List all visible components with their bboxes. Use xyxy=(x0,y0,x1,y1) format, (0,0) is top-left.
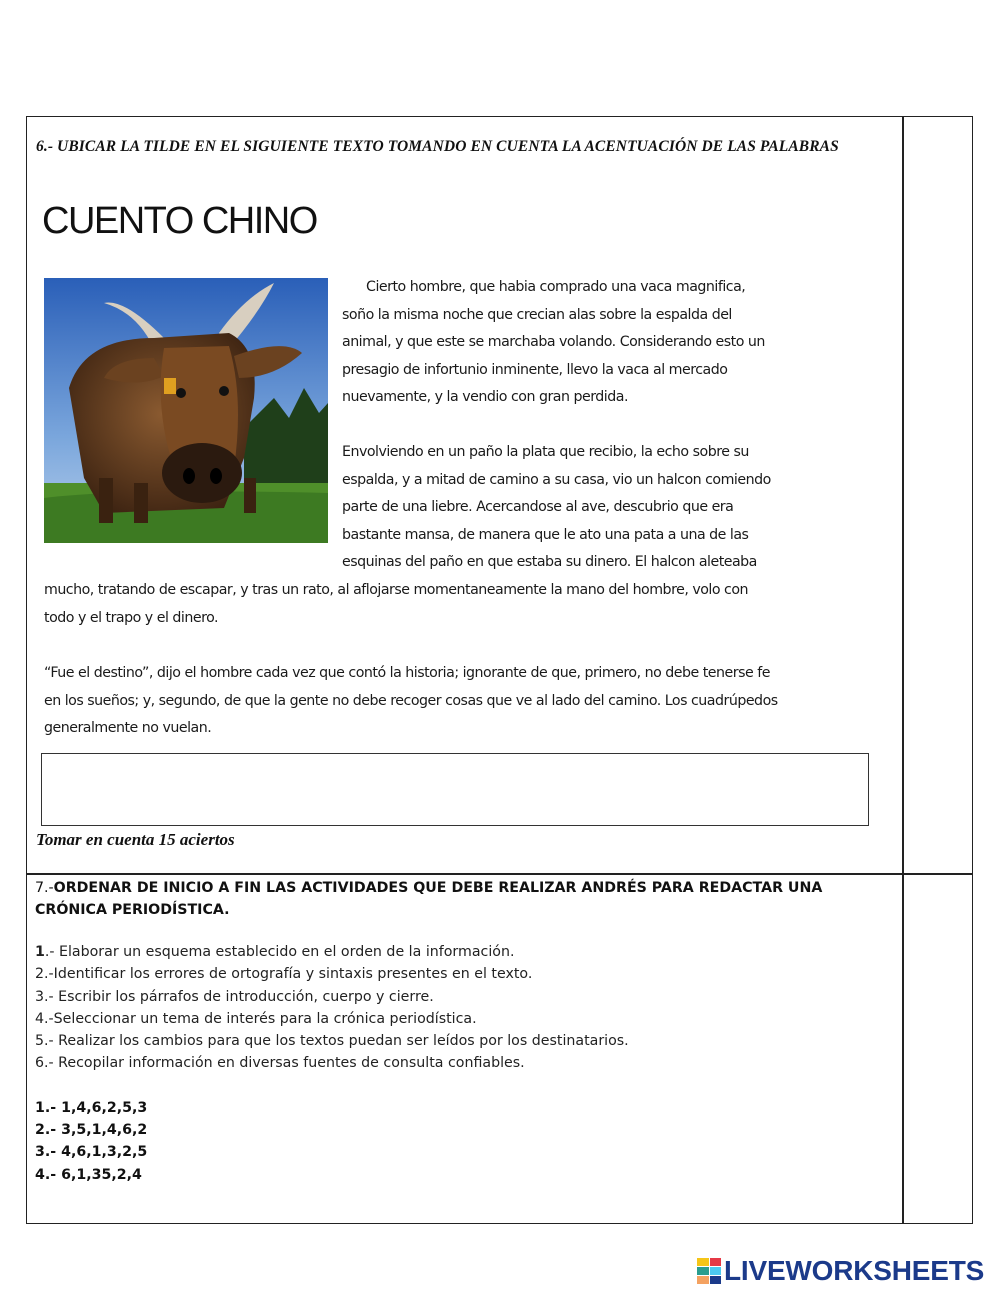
story-line: Envolviendo en un paño la plata que recibio, la echo sobre su xyxy=(342,444,749,460)
step-item: 6.- Recopilar información en diversas fuentes de consulta confiables. xyxy=(35,1055,525,1072)
question-6-score-cell xyxy=(902,116,973,875)
question-7-number: 7.- xyxy=(35,880,54,896)
answer-option[interactable]: 1.- 1,4,6,2,5,3 xyxy=(35,1099,148,1116)
answer-input-box[interactable] xyxy=(41,753,869,826)
story-line: soño la misma noche que crecian alas sobre la espalda del xyxy=(342,306,732,323)
logo-blocks-icon xyxy=(697,1258,721,1284)
story-paragraph-3 xyxy=(44,660,778,743)
story-line: parte de una liebre. Acercandose al ave, descubrio que era xyxy=(342,499,734,515)
story-line: espalda, y a mitad de camino a su casa, vio un halcon comiendo xyxy=(342,471,771,488)
question-7-score-cell xyxy=(902,873,973,1224)
answer-options xyxy=(35,1097,895,1186)
story-line: presagio de infortunio inminente, llevo la vaca al mercado xyxy=(342,361,728,378)
story-paragraph-2 xyxy=(342,439,771,577)
liveworksheets-logo[interactable] xyxy=(697,1256,984,1286)
step-item: 2.-Identificar los errores de ortografía y sintaxis presentes en el texto. xyxy=(35,966,533,983)
step-number: 1 xyxy=(35,944,45,960)
step-text: .- Elaborar un esquema establecido en el orden de la información. xyxy=(44,944,515,960)
logo-text: LIVEWORKSHEETS xyxy=(724,1255,985,1286)
story-paragraph-1 xyxy=(342,274,765,412)
story-line: nuevamente, y la vendio con gran perdida. xyxy=(342,389,628,405)
step-list xyxy=(35,941,895,1075)
question-7-title-text: ORDENAR DE INICIO A FIN LAS ACTIVIDADES QUE DEBE REALIZAR ANDRÉS PARA REDACTAR UNA CRÓNICA PERIODÍSTICA. xyxy=(35,880,823,918)
question-7-title xyxy=(35,877,895,921)
question-6-title: 6.- UBICAR LA TILDE EN EL SIGUIENTE TEXTO TOMANDO EN CUENTA LA ACENTUACIÓN DE LAS PALABRAS xyxy=(36,138,839,155)
story-line: bastante mansa, de manera que le ato una pata a una de las xyxy=(342,526,749,543)
question-7 xyxy=(35,875,895,1186)
story-line: mucho, tratando de escapar, y tras un rato, al aflojarse momentaneamente la mano del hombre, volo con xyxy=(44,582,749,598)
step-item xyxy=(35,941,895,963)
scoring-note: Tomar en cuenta 15 aciertos xyxy=(36,830,235,849)
answer-option[interactable]: 3.- 4,6,1,3,2,5 xyxy=(35,1144,148,1161)
story-paragraph-2-continued xyxy=(44,577,748,632)
step-item: 3.- Escribir los párrafos de introducción, cuerpo y cierre. xyxy=(35,988,434,1005)
story-line: animal, y que este se marchaba volando. Considerando esto un xyxy=(342,334,765,350)
story-line: generalmente no vuelan. xyxy=(44,720,212,736)
story-line: “Fue el destino”, dijo el hombre cada vez que contó la historia; ignorante de que, primero, no debe tenerse fe xyxy=(44,665,770,681)
story-title: CUENTO CHINO xyxy=(42,200,317,242)
story-line: todo y el trapo y el dinero. xyxy=(44,609,219,626)
answer-option[interactable]: 4.- 6,1,35,2,4 xyxy=(35,1166,142,1183)
story-line: Cierto hombre, que habia comprado una vaca magnifica, xyxy=(342,279,746,295)
answer-option[interactable]: 2.- 3,5,1,4,6,2 xyxy=(35,1122,148,1139)
cow-photo xyxy=(44,278,328,543)
step-item: 4.-Seleccionar un tema de interés para la crónica periodística. xyxy=(35,1010,477,1027)
story-line: en los sueños; y, segundo, de que la gente no debe recoger cosas que ve al lado del camino. Los cuadrúpedos xyxy=(44,692,778,709)
story-line: esquinas del paño en que estaba su dinero. El halcon aleteaba xyxy=(342,554,757,570)
step-item: 5.- Realizar los cambios para que los textos puedan ser leídos por los destinatarios. xyxy=(35,1033,629,1050)
